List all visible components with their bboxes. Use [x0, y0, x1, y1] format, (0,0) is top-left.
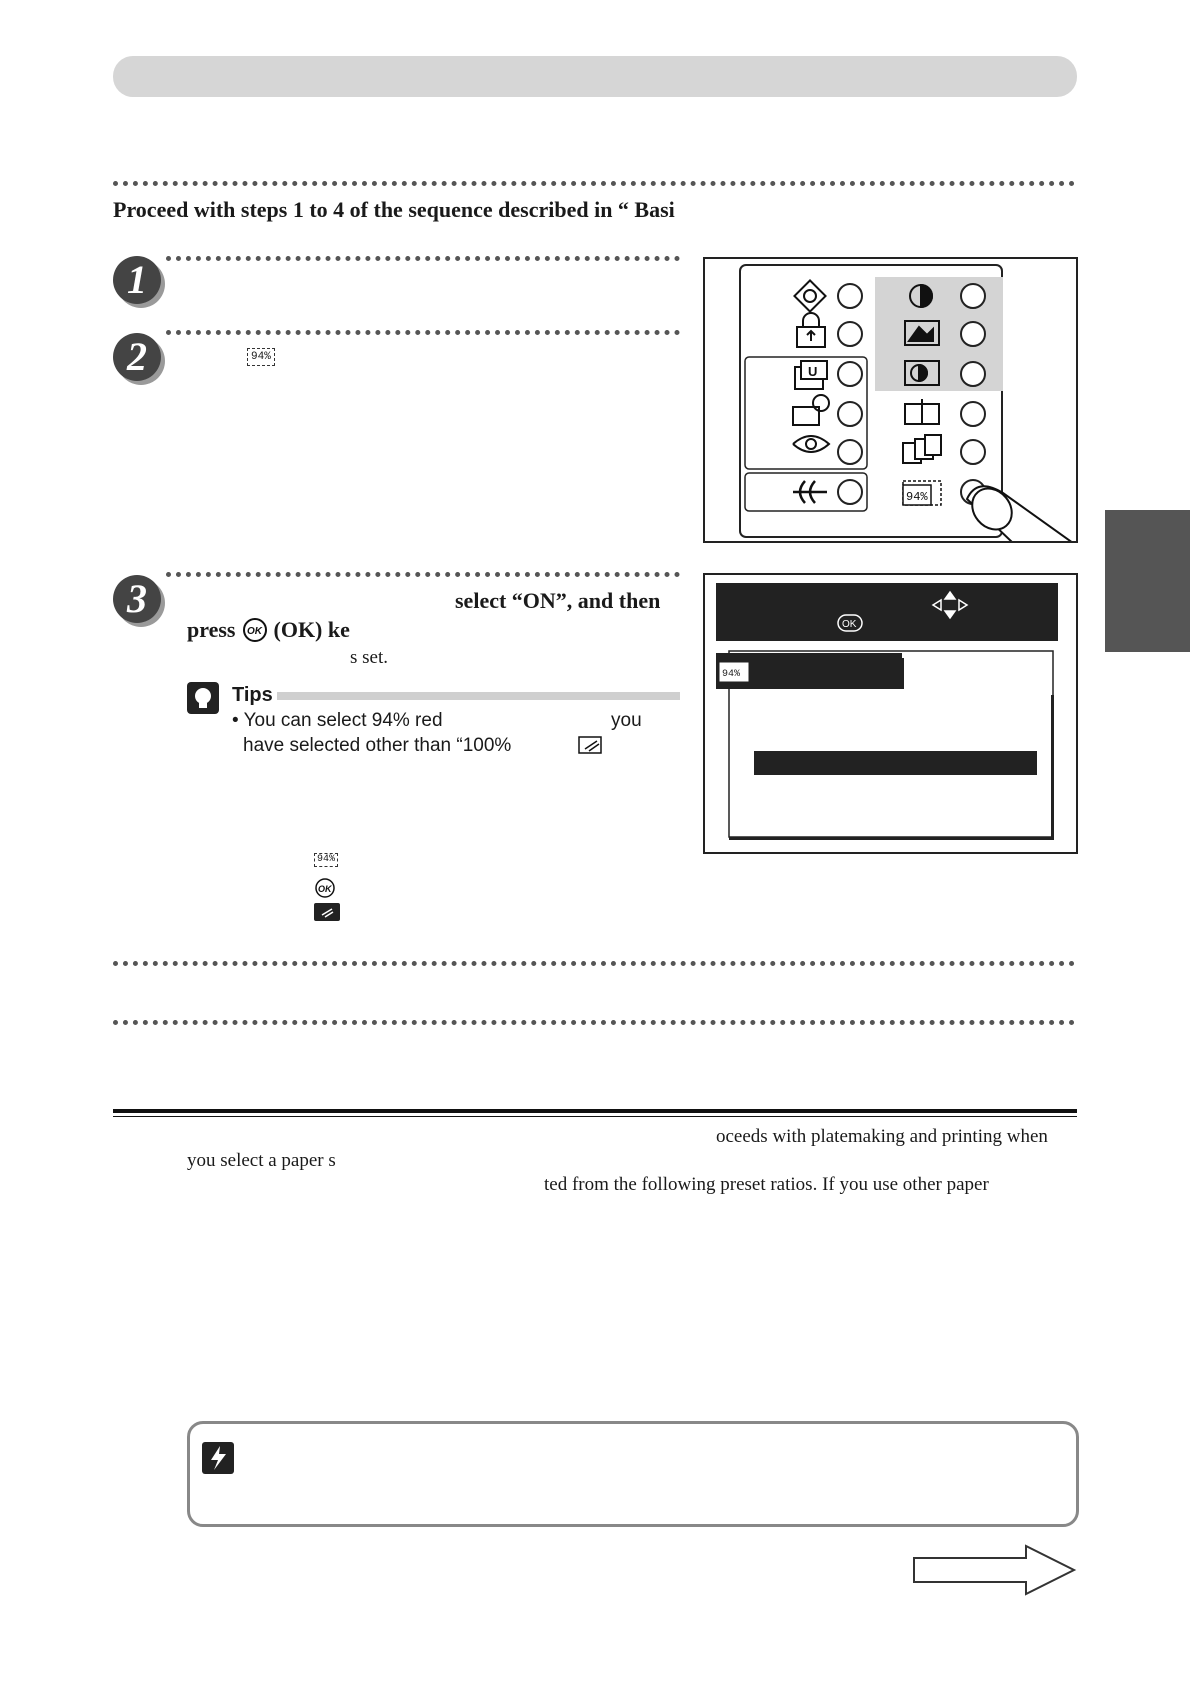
tips-rule	[277, 692, 680, 700]
step-3-press-text: press	[187, 617, 236, 642]
svg-text:U: U	[808, 364, 818, 379]
svg-text:OK: OK	[246, 626, 262, 637]
body-line2: you select a paper s	[187, 1150, 336, 1171]
step-3-divider	[166, 572, 680, 577]
caution-icon	[202, 1442, 234, 1474]
ok-key-icon	[242, 617, 268, 643]
step-1-badge: 1	[113, 256, 161, 304]
chapter-side-tab	[1105, 510, 1190, 652]
step-3-badge: 3	[113, 575, 161, 623]
paper-size-icon	[577, 734, 605, 756]
step-2-divider	[166, 330, 680, 335]
body-line3: ted from the following preset ratios. If you use other paper	[544, 1174, 989, 1195]
intro-text: Proceed with steps 1 to 4 of the sequence described in “ Basi	[113, 197, 675, 222]
step-1-divider	[166, 256, 680, 261]
step-3-line3: s set.	[350, 647, 388, 668]
continue-arrow-icon	[912, 1544, 1078, 1596]
lcd-screen-illustration	[703, 573, 1078, 854]
legend-ok-icon	[314, 877, 336, 899]
svg-text:OK: OK	[842, 619, 857, 630]
svg-text:OK: OK	[318, 884, 332, 894]
lcd-header	[716, 583, 1058, 641]
lcd-reduce-icon	[720, 663, 748, 681]
tips-line1-b: you	[611, 710, 642, 731]
dotted-divider-2	[113, 961, 1075, 966]
section-rule-thin	[113, 1116, 1077, 1117]
svg-text:94%: 94%	[722, 669, 741, 680]
tips-line2: have selected other than “100%	[243, 735, 512, 756]
lcd-selected-option	[754, 751, 1037, 775]
dotted-divider	[113, 181, 1075, 186]
reduce-94-icon: 94%	[247, 348, 275, 366]
body-line1: oceeds with platemaking and printing when	[716, 1126, 1048, 1147]
tips-line1-a: • You can select 94% red	[232, 710, 443, 731]
tips-lightbulb-icon	[187, 682, 219, 714]
step-3-line2	[187, 617, 350, 643]
section-header-bar	[113, 56, 1077, 97]
legend-reduce-icon: 94%	[314, 853, 338, 867]
step-3-ok-text: (OK) ke	[273, 617, 350, 642]
operation-panel-illustration	[703, 257, 1078, 543]
legend-reset-icon	[314, 903, 340, 921]
reduce-94-panel-icon	[903, 481, 941, 505]
dotted-divider-3	[113, 1020, 1075, 1025]
caution-box	[187, 1421, 1079, 1527]
tips-title: Tips	[232, 684, 273, 706]
section-rule-thick	[113, 1109, 1077, 1113]
svg-text:94%: 94%	[906, 490, 928, 504]
panel-svg	[705, 259, 1076, 541]
step-3-line1: select “ON”, and then	[455, 588, 661, 613]
step-2-badge: 2	[113, 333, 161, 381]
lcd-svg	[705, 575, 1076, 852]
